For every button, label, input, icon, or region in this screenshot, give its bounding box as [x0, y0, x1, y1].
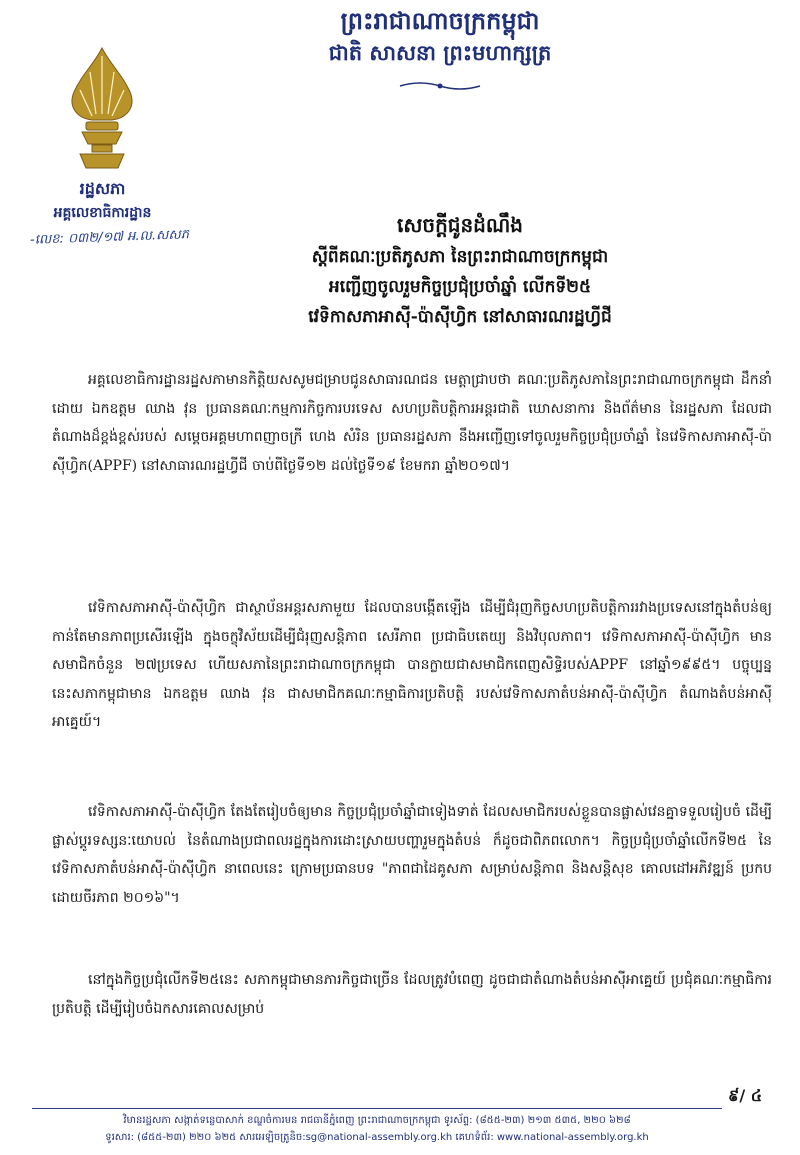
reference-number: -លេខ: ០៣២/១៧ អ.ល.សសភ	[29, 227, 190, 248]
document-title: សេចក្តីជូនដំណឹង	[397, 213, 523, 237]
national-assembly-emblem-icon	[52, 44, 152, 174]
page-number: ៩/ ៤	[728, 1086, 763, 1105]
footer-address: វិមានរដ្ឋសភា សង្កាត់ទន្លេបាសាក់ ខណ្ឌចំការមន រាជធានីភ្នំពេញ ព្រះរាជាណាចក្រកម្ពុជា ទូរស័ព្ទ: (៨៥៥-២៣) ២១៣ ៥៣៥, ២២០ ៦២៨	[123, 1115, 631, 1126]
body-paragraph-1: អគ្គលេខាធិការដ្ឋានរដ្ឋសភាមានកិត្តិយសសូមជម្រាបជូនសាធារណជន មេត្តាជ្រាបថា គណៈប្រតិភូសភានៃព្រះរាជាណាចក្រកម្ពុជា ដឹកនាំដោយ ឯកឧត្តម ឈាង វុន ប្រធានគណៈកម្មការកិច្ចការបរទេស សហប្រតិបត្តិការអន្តរជាតិ ឃោសនាការ និងព័ត៌មាន នៃរដ្ឋសភា ដែលជាតំណាងដ៏ខ្ពង់ខ្ពស់របស់ សម្តេចអគ្គមហាពញាចក្រី ហេង សំរិន ប្រធានរដ្ឋសភា នឹងអញ្ជើញទៅចូលរួមកិច្ចប្រជុំប្រចាំឆ្នាំ នៃវេទិកាសភាអាស៊ី-ប៉ាស៊ីហ្វិក(APPF) នៅសាធារណរដ្ឋហ្វីជី ចាប់ពីថ្ងៃទី១២ ដល់ថ្ងៃទី១៩ ខែមករា ឆ្នាំ២០១៧។	[52, 372, 772, 474]
subtitle-line-2: អញ្ជើញចូលរួមកិច្ចប្រជុំប្រចាំឆ្នាំ លើកទី២៥	[328, 277, 592, 297]
ornament-divider	[395, 76, 485, 96]
body-paragraph-2: វេទិកាសភាអាស៊ី-ប៉ាស៊ីហ្វិក ជាស្ថាប័នអន្តរសភាមួយ ដែលបានបង្កើតឡើង ដើម្បីជំរុញកិច្ចសហប្រតិបត្តិការរវាងប្រទេសនៅក្នុងតំបន់ឲ្យកាន់តែមានភាពប្រសើរឡើង ក្នុងចក្ខុវិស័យដើម្បីជំរុញសន្តិភាព សេរីភាព ប្រជាធិបតេយ្យ និងវិបុលភាព។ វេទិកាសភាអាស៊ី-ប៉ាស៊ីហ្វិក មានសមាជិកចំនួន ២៧ប្រទេស ហើយសភានៃព្រះរាជាណាចក្រកម្ពុជា បានក្លាយជាសមាជិកពេញសិទ្ធិរបស់APPF នៅឆ្នាំ១៩៩៥។ បច្ចុប្បន្ននេះសភាកម្ពុជាមាន ឯកឧត្តម ឈាង វុន ជាសមាជិកគណៈកម្មាធិការប្រតិបត្តិ របស់វេទិកាសភាតំបន់អាស៊ី-ប៉ាស៊ីហ្វិក តំណាងតំបន់អាស៊ីអាគ្នេយ៍។	[52, 600, 772, 730]
institution-name: រដ្ឋសភា	[79, 179, 126, 198]
subtitle-line-3: វេទិកាសភាអាស៊ី-ប៉ាស៊ីហ្វិក នៅសាធារណរដ្ឋហ្វីជី	[308, 307, 612, 327]
subtitle-line-1: ស្តីពីគណៈប្រតិភូសភា នៃព្រះរាជាណាចក្រកម្ពុជា	[311, 247, 609, 267]
national-motto: ជាតិ សាសនា ព្រះមហាក្សត្រ	[328, 40, 552, 65]
department-name: អគ្គលេខាធិការដ្ឋាន	[53, 205, 152, 221]
footer-contact: ទូរសារ: (៨៥៥-២៣) ២២០ ៦២៥ សារអេឡិចត្រូនិច:sg@national-assembly.org.kh គេហទំព័រ: www.national-assembly.org.kh	[105, 1132, 649, 1143]
footer-divider	[32, 1108, 722, 1109]
body-paragraph-4: នៅក្នុងកិច្ចប្រជុំលើកទី២៥នេះ សភាកម្ពុជាមានភារកិច្ចជាច្រើន ដែលត្រូវបំពេញ ដូចជាជាតំណាងតំបន់អាស៊ីអាគ្នេយ៍ ប្រជុំគណៈកម្មាធិការប្រតិបត្តិ ដើម្បីរៀបចំឯកសារគោលសម្រាប់	[52, 972, 772, 1017]
kingdom-title: ព្រះរាជាណាចក្រកម្ពុជា	[340, 6, 540, 35]
body-paragraph-3: វេទិកាសភាអាស៊ី-ប៉ាស៊ីហ្វិក តែងតែរៀបចំឲ្យមាន កិច្ចប្រជុំប្រចាំឆ្នាំជាទៀងទាត់ ដែលសមាជិករបស់ខ្លួនបានផ្លាស់វេនគ្នាទទួលរៀបចំ ដើម្បីផ្លាស់ប្តូរទស្សនៈយោបល់ នៃតំណាងប្រជាពលរដ្ឋក្នុងការដោះស្រាយបញ្ហារួមក្នុងតំបន់ ក៏ដូចជាពិភពលោក។ កិច្ចប្រជុំប្រចាំឆ្នាំលើកទី២៥ នៃវេទិកាសភាតំបន់អាស៊ី-ប៉ាស៊ីហ្វិក នាពេលនេះ ក្រោមប្រធានបទ "ភាពជាដៃគូសភា សម្រាប់សន្តិភាព និងសន្តិសុខ គោលដៅអភិវឌ្ឍន៍ ប្រកបដោយចីរភាព ២០១៦"។	[52, 804, 772, 906]
